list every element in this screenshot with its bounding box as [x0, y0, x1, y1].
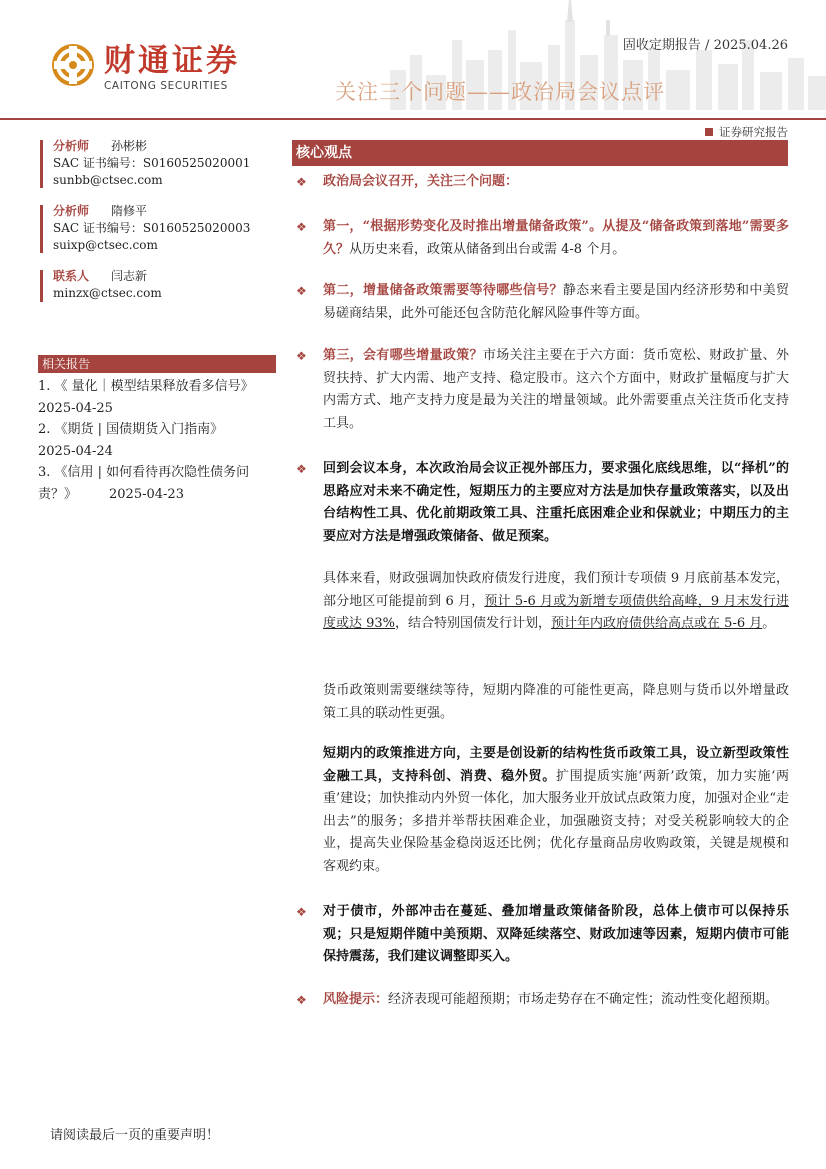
related-report-title[interactable]: 1. 《 量化｜模型结果释放看多信号》: [38, 379, 254, 394]
diamond-bullet-icon: ❖: [296, 284, 307, 298]
diamond-bullet-icon: ❖: [296, 220, 307, 234]
analyst-card: [53, 203, 250, 254]
related-report-date: 2025-04-24: [38, 443, 113, 459]
core-point-2: [323, 280, 789, 325]
analyst-bar: [40, 270, 43, 302]
point-2-body: 静态来看主要是国内经济形势和中美贸易磋商结果，此外可能还包含防范化解风险事件等方面。: [323, 283, 789, 321]
analyst-card: [53, 138, 250, 189]
core-point-3: [323, 345, 789, 435]
diamond-bullet-icon: ❖: [296, 905, 307, 919]
meeting-summary: [323, 458, 789, 548]
point-1-body: 从历史来看，政策从储备到出台或需 4-8 个月。: [349, 241, 626, 257]
fiscal-text-a: 具体来看，财政强调加快政府债发行进度，我们预计专项债 9 月底前基本发完，部分地区可能提前到 6 月，: [323, 571, 789, 609]
related-report-title[interactable]: 3. 《信用 | 如何看待再次隐性债务问: [38, 465, 250, 480]
core-point-intro: [323, 171, 789, 194]
related-report-date: 2025-04-25: [38, 400, 113, 416]
fiscal-paragraph: [323, 568, 789, 636]
related-report-title-cont: [38, 484, 278, 506]
policy-direction-bold: 短期内的政策推进方向，主要是创设新的结构性货币政策工具，设立新型政策性金融工具，支持科创、消费、稳外贸。: [323, 746, 789, 784]
fiscal-text-b: ，结合特别国债发行计划，: [395, 616, 552, 632]
contact-email[interactable]: minzx@ctsec.com: [53, 286, 162, 300]
analyst-email[interactable]: suixp@ctsec.com: [53, 238, 158, 252]
related-report-title-line2[interactable]: 责？》: [38, 486, 78, 502]
policy-direction-body: 扩围提质实施‘两新’政策，加力实施‘两重’建设；加快推动内外贸一体化，加大服务业开放试点政策力度，加强对企业“走出去”的服务；多措并举帮扶困难企业，加强融资支持；对受关税影响较大的企业，提高失业保险基金稳岗返还比例；优化存量商品房收购政策，关键是规模和客观约束。: [323, 768, 789, 874]
analyst-role: 分析师: [53, 139, 90, 153]
analyst-cert: SAC 证书编号：S0160525020003: [53, 221, 251, 235]
related-report-date: 2025-04-23: [109, 486, 184, 502]
bond-market-view: [323, 901, 789, 969]
diamond-bullet-icon: ❖: [296, 349, 307, 363]
core-view-heading: 核心观点: [292, 140, 788, 166]
core-point-1: [323, 216, 789, 261]
square-icon: [705, 128, 713, 136]
logo-text: 财通证券: [104, 43, 240, 79]
intro-text: 政治局会议召开，关注三个问题：: [323, 174, 519, 189]
point-2-heading: 第二，增量储备政策需要等待哪些信号？: [323, 283, 563, 298]
report-type-label: [705, 124, 788, 140]
fiscal-underline-2: 预计年内政府债供给高点或在 5-6 月: [551, 616, 763, 632]
point-3-body: 市场关注主要在于六方面：货币宽松、财政扩量、外贸扶持、扩大内需、地产支持、稳定股市。这六个方面中，财政扩量幅度与扩大内需方式、地产支持力度是最为关注的增量领域。此外需要重点关注货币化支持工具。: [323, 348, 789, 431]
point-3-heading: 第三，会有哪些增量政策？: [323, 348, 483, 363]
related-reports-list: [38, 376, 278, 505]
contact-card: [53, 268, 162, 302]
risk-warning: [323, 989, 789, 1012]
meeting-summary-text: 回到会议本身，本次政治局会议正视外部压力，要求强化底线思维，以“择机”的思路应对未来不确定性，短期压力的主要应对方法是加快存量政策落实，以及出台结构性工具、优化前期政策工具、注重托底困难企业和保就业；中期压力的主要应对方法是增强政策储备、做足预案。: [323, 461, 789, 544]
analyst-name: 隋修平: [111, 204, 148, 218]
related-reports-heading: 相关报告: [38, 355, 276, 373]
contact-name: 闫志新: [111, 269, 148, 283]
analyst-bar: [40, 205, 43, 253]
analyst-cert: SAC 证书编号：S0160525020001: [53, 156, 251, 170]
fiscal-underline-1: 预计 5-6 月或为新增专项债供给高峰，9 月末发行进度或达 93%: [323, 593, 789, 632]
header-divider: [0, 118, 826, 120]
diamond-bullet-icon: ❖: [296, 175, 307, 189]
analyst-role: 分析师: [53, 204, 90, 218]
analyst-bar: [40, 140, 43, 188]
monetary-text: 货币政策则需要继续等待，短期内降准的可能性更高，降息则与货币以外增量政策工具的联动性更强。: [323, 683, 789, 721]
report-type-text: 证券研究报告: [719, 125, 788, 139]
page-title: 关注三个问题——政治局会议点评: [335, 80, 665, 104]
analyst-name: 孙彬彬: [111, 139, 148, 153]
monetary-paragraph: [323, 680, 789, 725]
analyst-email[interactable]: sunbb@ctsec.com: [53, 173, 163, 187]
logo-icon: [52, 44, 94, 86]
risk-warning-label: 风险提示：: [323, 992, 389, 1007]
disclaimer: 请阅读最后一页的重要声明！: [50, 1128, 220, 1143]
logo-subtext: CAITONG SECURITIES: [104, 80, 228, 92]
related-report-title[interactable]: 2. 《期货 | 国债期货入门指南》: [38, 422, 224, 437]
contact-role: 联系人: [53, 269, 90, 283]
diamond-bullet-icon: ❖: [296, 993, 307, 1007]
point-1-heading: 第一，“根据形势变化及时推出增量储备政策”。从提及“储备政策到落地”需要多久？: [323, 219, 789, 257]
diamond-bullet-icon: ❖: [296, 462, 307, 476]
bond-market-text: 对于债市，外部冲击在蔓延、叠加增量政策储备阶段，总体上债市可以保持乐观；只是短期伴随中美预期、双降延续落空、财政加速等因素，短期内债市可能保持震荡，我们建议调整即买入。: [323, 904, 789, 965]
risk-warning-body: 经济表现可能超预期；市场走势存在不确定性；流动性变化超预期。: [388, 992, 779, 1007]
report-meta: 固收定期报告 / 2025.04.26: [622, 38, 788, 53]
fiscal-text-c: 。: [762, 616, 776, 632]
policy-direction-paragraph: [323, 743, 789, 879]
